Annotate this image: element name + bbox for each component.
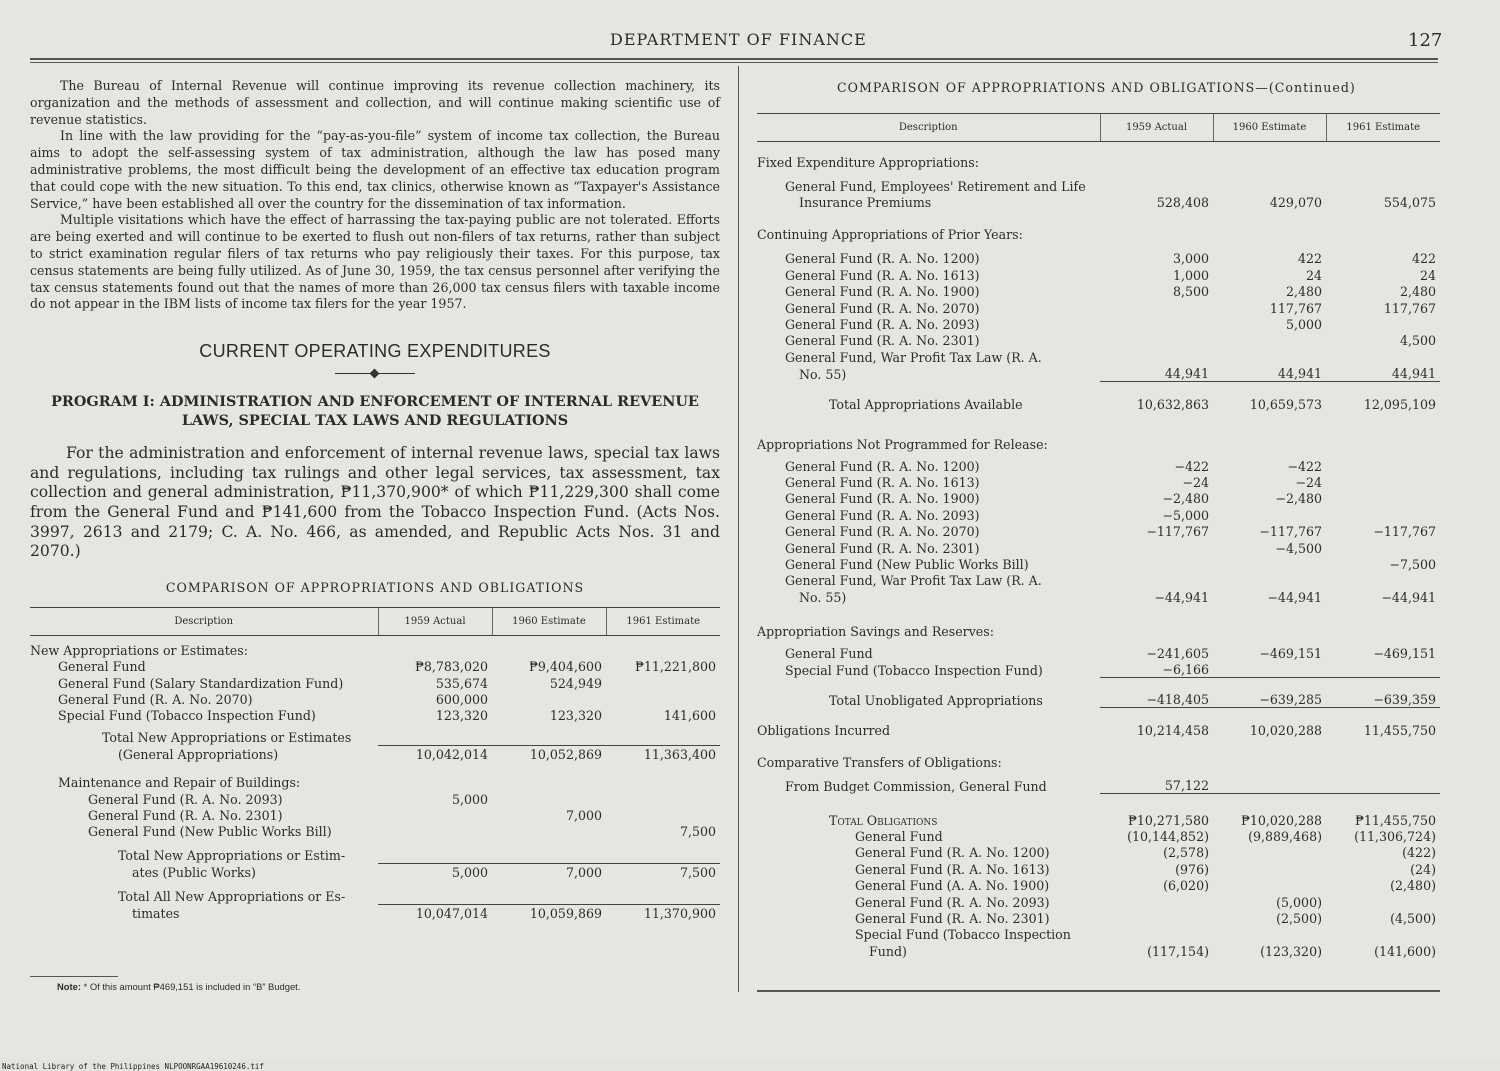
column-header: 1961 Estimate [1326,114,1440,142]
cell-1959: −241,605 [1146,645,1209,661]
table-row [757,639,1440,661]
cell-1959: ₱8,783,020 [415,659,488,675]
cell-1960: −4,500 [1275,540,1322,556]
row-label: General Fund (R. A. No. 1613) [785,475,980,491]
section-row [757,738,1440,770]
row-label: General Fund (R. A. No. 2070) [58,691,253,707]
cell-1960: 117,767 [1269,300,1322,316]
page-number: 127 [1408,30,1443,51]
section-heading: Appropriation Savings and Reserves: [757,623,994,639]
cell-1961: 7,500 [679,824,716,840]
cell-1960: 123,320 [549,708,602,724]
cell-1960 [1213,556,1326,572]
table-row [757,242,1440,266]
table-row [757,266,1440,282]
cell-1961 [1326,770,1440,794]
row-label: General Fund (R. A. No. 1200) [785,251,980,267]
table-row [757,474,1440,490]
column-header: 1959 Actual [1100,114,1213,142]
cell-1961 [606,674,720,690]
table-row [30,707,720,723]
cell-1960 [492,691,606,707]
row-label: General Fund, Employees' Retirement and Life [785,179,1086,194]
table-row [757,194,1440,210]
cell-1961: 554,075 [1383,195,1436,211]
section-heading: Fixed Expenditure Appropriations: [757,155,979,170]
cell-1959: 1,000 [1172,267,1209,283]
cell-1960: ₱9,404,600 [529,659,602,675]
cell-1959: 600,000 [435,691,488,707]
cell-1961: 2,480 [1399,284,1436,300]
cell-1961 [606,691,720,707]
cell-1960: −639,285 [1213,678,1326,708]
cell-1960 [1213,661,1326,678]
footnote [57,981,300,992]
cell-1961: −469,151 [1373,645,1436,661]
subtotal-label-row [30,839,720,863]
cell-1961: (24) [1410,861,1436,877]
section-heading: CURRENT OPERATING EXPENDITURES [199,341,551,362]
cell-1961: 12,095,109 [1326,382,1440,412]
total-label: Obligations Incurred [757,722,891,738]
cell-1961: ₱11,221,800 [635,659,716,675]
table-row [30,823,720,839]
section-row [30,635,720,658]
table-row [757,316,1440,332]
total-label: Total Obligations [829,812,938,828]
cell-1959: −24 [1182,475,1209,491]
row-label: General Fund, War Profit Tax Law (R. A. [785,573,1042,589]
row-label: General Fund (R. A. No. 2093) [785,507,980,523]
cell-1959 [1100,910,1213,926]
cell-1961 [1326,474,1440,490]
cell-1959: 5,000 [451,791,488,807]
cell-1961: (422) [1402,845,1436,861]
row-label-line [757,572,1440,588]
cell-1960: 44,941 [1277,366,1322,382]
row-label-line [757,348,1440,364]
cell-1961: 11,455,750 [1326,708,1440,738]
grand-total-row [30,904,720,921]
right-column [757,80,1440,959]
cell-1961: −639,359 [1326,678,1440,708]
cell-1961 [1326,452,1440,474]
row-label: No. 55) [799,366,847,382]
row-label: General Fund (R. A. No. 1200) [785,458,980,474]
cell-1961 [1326,316,1440,332]
row-label: General Fund (R. A. No. 2093) [855,894,1050,910]
column-header: Description [30,607,378,635]
row-label: No. 55) [799,589,847,605]
cell-1960: (123,320) [1260,943,1322,959]
cell-1960: 7,000 [565,807,602,823]
row-label: General Fund (R. A. No. 2301) [855,910,1050,926]
row-label: General Fund (New Public Works Bill) [88,824,332,840]
section-row [757,210,1440,242]
column-header: 1959 Actual [378,607,492,635]
table-row [757,539,1440,555]
header-rule [30,58,1438,60]
cell-1961 [1326,490,1440,506]
column-header: 1961 Estimate [606,607,720,635]
row-label: Special Fund (Tobacco Inspection Fund) [785,662,1043,678]
cell-1959: 5,000 [378,863,492,880]
total-label: Total New Appropriations or Estim- [118,848,346,864]
cell-1960 [492,823,606,839]
cell-1960: 24 [1305,267,1322,283]
table-row [757,452,1440,474]
section-row [757,605,1440,639]
row-label: General Fund (R. A. No. 2070) [785,524,980,540]
paragraph: In line with the law providing for the “pay-as-you-file” system of income tax collection, the Bureau aims to adopt the self-assessing system of tax administration, although the law has posed many administrative problems, the most difficult being the development of an effective tax education program that could cope with the new situation. To this end, tax clinics, otherwise known as “Taxpayer's Assistance Service,” have been established all over the country for the dissemination of tax information. [30,128,720,211]
row-label: General Fund [58,659,146,675]
table-row [30,807,720,823]
subtotal-row [30,745,720,762]
cell-1959: −418,405 [1100,678,1213,708]
cell-1961 [1326,539,1440,555]
left-column [30,78,720,921]
total-obligations-row [757,794,1440,828]
table-row [757,844,1440,860]
cell-1959 [1100,299,1213,315]
cell-1959: 528,408 [1156,195,1209,211]
cell-1959: 123,320 [435,708,488,724]
cell-1961: 24 [1419,267,1436,283]
row-label: Insurance Premiums [799,195,932,211]
row-label: Special Fund (Tobacco Inspection [855,927,1071,943]
cell-1961 [1326,506,1440,522]
cell-1960: 10,020,288 [1213,708,1326,738]
header-rule-thin [30,62,1438,63]
cell-1960: −469,151 [1259,645,1322,661]
table-title: COMPARISON OF APPROPRIATIONS AND OBLIGATIONS [165,579,585,595]
cell-1960: −2,480 [1275,491,1322,507]
cell-1959: ₱10,271,580 [1100,794,1213,828]
subtotal-label-row [30,723,720,745]
cell-1960: (2,500) [1276,910,1322,926]
cell-1960 [1213,506,1326,522]
table-row [757,556,1440,572]
table-row [757,506,1440,522]
cell-1961: (141,600) [1374,943,1436,959]
cell-1961: (2,480) [1390,878,1436,894]
cell-1960: −44,941 [1267,589,1322,605]
cell-1959: 3,000 [1172,251,1209,267]
cell-1961 [606,790,720,806]
table-row [757,332,1440,348]
cell-1961 [1326,661,1440,678]
row-label: General Fund (R. A. No. 1900) [785,491,980,507]
table-row [30,691,720,707]
cell-1959: −117,767 [1146,524,1209,540]
cell-1959: (976) [1175,861,1209,877]
table-row [757,910,1440,926]
cell-1959: 44,941 [1164,366,1209,382]
grand-total-label-row [30,880,720,904]
cell-1960 [1213,332,1326,348]
cell-1959: 535,674 [435,675,488,691]
cell-1960: −117,767 [1259,524,1322,540]
section-row [30,762,720,790]
table-row [757,942,1440,958]
section-row [757,142,1440,171]
cell-1961: 117,767 [1383,300,1436,316]
cell-1959 [1100,332,1213,348]
cell-1960: (5,000) [1276,894,1322,910]
cell-1959: −422 [1174,458,1209,474]
cell-1959: 10,042,014 [378,745,492,762]
cell-1961: 4,500 [1399,333,1436,349]
table-header-row [30,607,720,635]
grand-total-label: timates [132,906,180,922]
cell-1959: 10,632,863 [1100,382,1213,412]
paragraph: Multiple visitations which have the effect of harrassing the tax-paying public are not tolerated. Efforts are being exerted and will continue to be exerted to flush out non-filers of tax returns, rather than subject to strict examination regular filers of tax returns who pay religiously their taxes. For this purpose, tax census statements are being fully utilized. As of June 30, 1959, the tax census personnel after verifying the tax census statements found out that the names of more than 26,000 tax census filers with taxable income do not appear in the IBM lists of income tax filers for the year 1957. [30,212,720,312]
subtotal-row [30,863,720,880]
cell-1960: ₱10,020,288 [1213,794,1326,828]
running-header [0,30,1500,50]
table-row [757,283,1440,299]
row-label: General Fund (R. A. No. 2070) [785,300,980,316]
cell-1960: 524,949 [549,675,602,691]
cell-1961: 11,370,900 [606,904,720,921]
cell-1959 [378,807,492,823]
cell-1960: 5,000 [1285,316,1322,332]
row-label-line [757,170,1440,194]
footnote-label: Note: [57,981,81,992]
row-label: General Fund (A. A. No. 1900) [855,878,1050,894]
cell-1959 [1100,539,1213,555]
cell-1961: ₱11,455,750 [1326,794,1440,828]
cell-1959 [1100,556,1213,572]
program-description: For the administration and enforcement of internal revenue laws, special tax laws and regulations, including tax rulings and other legal services, tax assessment, tax collection and general administration, ₱11,370,900* of which ₱11,229,300 shall come from the General Fund and ₱141,600 from the Tobacco Inspection Fund. (Acts Nos. 3997, 2613 and 2179; C. A. No. 466, as amended, and Republic Acts Nos. 31 and 2070.) [30,444,720,561]
cell-1961: −117,767 [1373,524,1436,540]
row-label: General Fund [855,829,943,845]
column-header: 1960 Estimate [1213,114,1326,142]
row-label: General Fund (R. A. No. 2301) [88,807,283,823]
table-row [757,860,1440,876]
cell-1961: 7,500 [606,863,720,880]
cell-1959: 57,122 [1164,778,1209,794]
total-label: Total Unobligated Appropriations [829,692,1043,708]
cell-1960 [1213,844,1326,860]
cell-1961: −7,500 [1389,556,1436,572]
cell-1960: 7,000 [492,863,606,880]
appropriations-table [30,607,720,921]
cell-1960: −24 [1295,475,1322,491]
table-row [757,877,1440,893]
cell-1961 [1326,893,1440,909]
table-row [757,661,1440,678]
row-label: General Fund (R. A. No. 2301) [785,540,980,556]
row-label: General Fund (R. A. No. 2301) [785,333,980,349]
table-row [757,523,1440,539]
cell-1960 [1213,770,1326,794]
cell-1961: −44,941 [1381,589,1436,605]
table-bottom-rule [757,990,1440,992]
section-heading: Appropriations Not Programmed for Release: [757,436,1048,452]
section-heading: Maintenance and Repair of Buildings: [58,775,301,791]
cell-1960: 10,052,869 [492,745,606,762]
table-row [30,790,720,806]
ornament-divider [335,368,415,380]
cell-1960: 422 [1297,251,1322,267]
cell-1961: 141,600 [663,708,716,724]
cell-1961: (4,500) [1390,910,1436,926]
cell-1960: −422 [1287,458,1322,474]
cell-1961: 422 [1411,251,1436,267]
cell-1960: 429,070 [1269,195,1322,211]
table-row [757,490,1440,506]
table-row [30,674,720,690]
section-heading: Comparative Transfers of Obligations: [757,754,1002,770]
row-label: General Fund (R. A. No. 1900) [785,284,980,300]
row-label: From Budget Commission, General Fund [785,778,1047,794]
row-label: General Fund (R. A. No. 2093) [785,316,980,332]
cell-1959: −5,000 [1162,507,1209,523]
cell-1959 [1100,893,1213,909]
cell-1959 [378,823,492,839]
row-label: General Fund (R. A. No. 1200) [855,845,1050,861]
table-title: COMPARISON OF APPROPRIATIONS AND OBLIGATIONS—(Continued) [837,80,1356,95]
table-row [757,770,1440,794]
column-divider [738,66,739,992]
paragraph: The Bureau of Internal Revenue will continue improving its revenue collection machinery, its organization and the methods of assessment and collection, and will continue making scientific use of revenue statistics. [30,78,720,127]
section-heading: Continuing Appropriations of Prior Years: [757,227,1023,243]
section-row [757,412,1440,452]
cell-1960 [492,790,606,806]
table-row [757,893,1440,909]
cell-1961: (11,306,724) [1354,829,1436,845]
row-label: General Fund (Salary Standardization Fund) [58,675,344,691]
cell-1959: 10,047,014 [378,904,492,921]
row-label: General Fund (R. A. No. 1613) [855,861,1050,877]
table-row [757,828,1440,844]
table-row [757,299,1440,315]
table-row [757,588,1440,604]
cell-1960: 10,059,869 [492,904,606,921]
row-label: General Fund (R. A. No. 1613) [785,267,980,283]
cell-1960 [1213,877,1326,893]
cell-1961 [606,807,720,823]
cell-1959: (2,578) [1163,845,1209,861]
table-row [757,365,1440,382]
table-row [30,658,720,674]
cell-1959: 10,214,458 [1100,708,1213,738]
row-label: Fund) [869,943,907,959]
total-label: Total Appropriations Available [829,396,1023,412]
subtotal-row [757,382,1440,412]
cell-1961: 11,363,400 [606,745,720,762]
section-heading: New Appropriations or Estimates: [30,642,248,658]
scan-footer: National Library of the Philippines NLPOONRGAA19610246.tif [2,1062,264,1071]
appropriations-table-continued [757,113,1440,959]
cell-1960: 10,659,573 [1213,382,1326,412]
footnote-text: * Of this amount ₱469,151 is included in “B” Budget. [83,981,301,992]
total-label: (General Appropriations) [118,747,279,763]
row-label: General Fund (New Public Works Bill) [785,556,1029,572]
cell-1959: (6,020) [1163,878,1209,894]
cell-1961: 44,941 [1391,366,1436,382]
row-label-line [757,926,1440,942]
total-label: Total New Appropriations or Estimates [102,730,352,746]
cell-1959: (117,154) [1147,943,1209,959]
cell-1959 [1100,316,1213,332]
subtotal-row [757,678,1440,708]
cell-1960 [1213,860,1326,876]
cell-1959: −2,480 [1162,491,1209,507]
total-label: ates (Public Works) [132,865,256,881]
obligations-incurred-row [757,708,1440,738]
table-header-row [757,114,1440,142]
cell-1959: −6,166 [1162,662,1209,678]
cell-1960: 2,480 [1285,284,1322,300]
row-label: General Fund (R. A. No. 2093) [88,791,283,807]
page-header-title: DEPARTMENT OF FINANCE [610,30,867,49]
column-header: 1960 Estimate [492,607,606,635]
column-header: Description [757,114,1100,142]
cell-1959: 8,500 [1172,284,1209,300]
grand-total-label: Total All New Appropriations or Es- [118,889,346,905]
cell-1960: (9,889,468) [1248,829,1322,845]
row-label: General Fund, War Profit Tax Law (R. A. [785,349,1042,365]
row-label: Special Fund (Tobacco Inspection Fund) [58,708,316,724]
note-rule [30,976,118,977]
cell-1959: (10,144,852) [1127,829,1209,845]
row-label: General Fund [785,645,873,661]
cell-1959: −44,941 [1154,589,1209,605]
program-heading: PROGRAM I: ADMINISTRATION AND ENFORCEMENT OF INTERNAL REVENUE LAWS, SPECIAL TAX LAWS AND REGULATIONS [51,393,699,430]
